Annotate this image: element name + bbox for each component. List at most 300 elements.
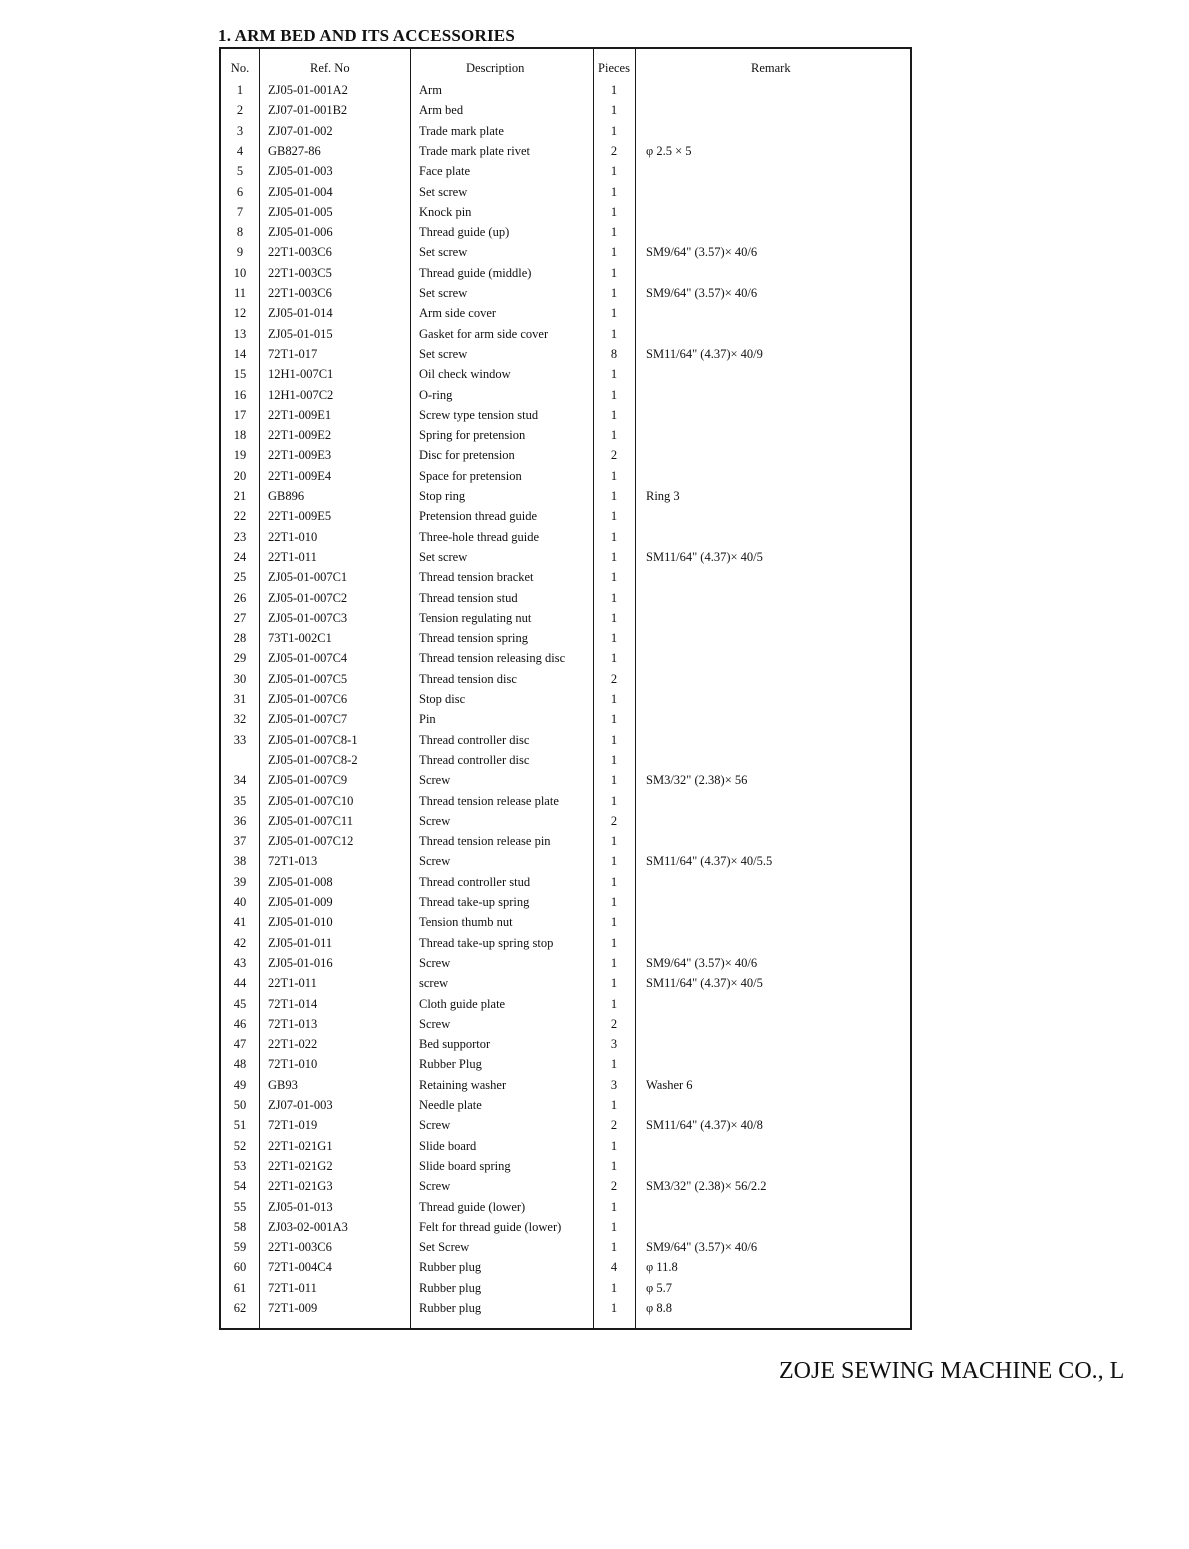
cell-pieces: 1 — [610, 529, 618, 544]
table-row — [221, 1117, 910, 1137]
cell-ref-no: ZJ07-01-002 — [268, 123, 333, 138]
cell-description: Thread tension releasing disc — [419, 651, 566, 666]
cell-pieces: 1 — [610, 1280, 618, 1295]
cell-no: 33 — [233, 732, 247, 747]
cell-description: Bed supportor — [419, 1037, 491, 1052]
cell-remark: φ 2.5 × 5 — [646, 143, 692, 158]
table-row — [221, 285, 910, 305]
cell-description: Arm — [419, 83, 442, 97]
cell-remark: SM9/64" (3.57)× 40/6 — [646, 955, 758, 970]
cell-no: 1 — [236, 83, 244, 97]
cell-remark: φ 8.8 — [646, 1301, 672, 1315]
cell-ref-no: ZJ05-01-007C12 — [268, 834, 354, 849]
table-row — [221, 894, 910, 914]
table-row — [221, 955, 910, 975]
cell-no: 59 — [233, 1240, 247, 1255]
cell-no: 47 — [233, 1037, 247, 1052]
cell-description: Trade mark plate rivet — [419, 143, 530, 158]
cell-pieces: 1 — [610, 184, 618, 199]
cell-description: Screw type tension stud — [419, 407, 539, 422]
cell-description: Spring for pretension — [419, 428, 526, 443]
cell-pieces: 1 — [610, 955, 618, 970]
cell-no: 54 — [233, 1179, 247, 1194]
cell-ref-no: ZJ05-01-007C3 — [268, 610, 348, 625]
cell-ref-no: GB93 — [268, 1077, 298, 1092]
cell-no: 21 — [233, 489, 247, 503]
cell-no: 49 — [233, 1077, 247, 1092]
cell-description: Screw — [419, 1179, 451, 1194]
cell-no: 30 — [233, 671, 247, 686]
cell-pieces: 1 — [610, 712, 618, 727]
table-row — [221, 305, 910, 325]
cell-ref-no: 73T1-002C1 — [268, 631, 332, 646]
table-row — [221, 671, 910, 691]
cell-ref-no: 72T1-010 — [268, 1057, 318, 1072]
cell-no: 41 — [233, 915, 247, 930]
table-row — [221, 326, 910, 346]
table-row — [221, 833, 910, 853]
cell-description: Set Screw — [419, 1240, 470, 1255]
cell-description: Thread take-up spring stop — [419, 935, 554, 950]
header-pieces: Pieces — [598, 61, 630, 75]
cell-no: 7 — [236, 204, 244, 219]
table-row — [221, 1199, 910, 1219]
cell-no: 38 — [233, 854, 247, 869]
cell-ref-no: 22T1-011 — [268, 976, 317, 991]
cell-description: Rubber plug — [419, 1260, 482, 1275]
cell-description: Screw — [419, 813, 451, 828]
cell-description: Cloth guide plate — [419, 996, 506, 1011]
cell-pieces: 1 — [610, 387, 618, 402]
table-row — [221, 184, 910, 204]
cell-remark: Washer 6 — [646, 1077, 693, 1092]
cell-pieces: 1 — [610, 651, 618, 666]
cell-description: Trade mark plate — [419, 123, 504, 138]
cell-pieces: 2 — [610, 143, 618, 158]
cell-description: Screw — [419, 955, 451, 970]
cell-ref-no: ZJ05-01-007C4 — [268, 651, 348, 666]
table-row — [221, 407, 910, 427]
cell-no: 13 — [233, 326, 247, 341]
cell-ref-no: ZJ05-01-007C10 — [268, 793, 354, 808]
cell-no: 20 — [233, 468, 247, 483]
cell-ref-no: 22T1-022 — [268, 1037, 318, 1052]
cell-description: Rubber plug — [419, 1280, 482, 1295]
cell-ref-no: 22T1-009E4 — [268, 468, 332, 483]
table-row — [221, 244, 910, 264]
cell-ref-no: 22T1-009E1 — [268, 407, 332, 422]
cell-pieces: 1 — [610, 103, 618, 118]
cell-ref-no: ZJ05-01-007C1 — [268, 570, 348, 585]
table-row — [221, 224, 910, 244]
cell-description: Thread tension bracket — [419, 570, 534, 585]
cell-no: 40 — [233, 895, 247, 909]
cell-no: 37 — [233, 834, 247, 849]
cell-description: Tension regulating nut — [419, 610, 532, 625]
cell-ref-no: ZJ05-01-007C9 — [268, 773, 348, 788]
table-row — [221, 874, 910, 894]
cell-description: Screw — [419, 1016, 451, 1031]
cell-pieces: 3 — [610, 1077, 618, 1092]
table-row — [221, 1259, 910, 1279]
cell-pieces: 1 — [610, 326, 618, 341]
table-row — [221, 123, 910, 143]
cell-ref-no: 22T1-003C6 — [268, 1240, 332, 1255]
cell-no: 5 — [236, 164, 244, 179]
cell-description: Retaining washer — [419, 1077, 507, 1092]
cell-no: 45 — [233, 996, 247, 1011]
table-row — [221, 772, 910, 792]
company-name: ZOJE SEWING MACHINE CO., L — [779, 1358, 1125, 1384]
cell-description: Set screw — [419, 346, 468, 361]
table-row — [221, 1138, 910, 1158]
table-row — [221, 529, 910, 549]
cell-no: 36 — [233, 813, 247, 828]
table-row — [221, 975, 910, 995]
table-row — [221, 569, 910, 589]
table-row — [221, 1239, 910, 1259]
cell-pieces: 1 — [610, 428, 618, 443]
cell-description: Thread tension release pin — [419, 834, 551, 849]
cell-description: Set screw — [419, 184, 468, 199]
cell-ref-no: 22T1-003C5 — [268, 265, 332, 280]
cell-pieces: 8 — [610, 346, 618, 361]
cell-pieces: 2 — [610, 1118, 618, 1133]
cell-no: 10 — [233, 265, 247, 280]
cell-pieces: 1 — [610, 874, 618, 889]
table-row — [221, 691, 910, 711]
cell-no: 52 — [233, 1138, 247, 1153]
cell-remark: SM11/64" (4.37)× 40/5.5 — [646, 854, 773, 869]
table-row — [221, 1036, 910, 1056]
cell-remark: SM9/64" (3.57)× 40/6 — [646, 286, 758, 300]
cell-no: 53 — [233, 1158, 247, 1173]
cell-no: 28 — [233, 631, 247, 646]
cell-ref-no: ZJ05-01-007C6 — [268, 692, 348, 706]
cell-description: Thread guide (middle) — [419, 265, 532, 280]
cell-ref-no: ZJ07-01-001B2 — [268, 103, 348, 118]
cell-ref-no: 22T1-009E2 — [268, 428, 332, 443]
cell-ref-no: ZJ07-01-003 — [268, 1098, 333, 1112]
cell-no: 25 — [233, 570, 247, 585]
cell-no: 19 — [233, 448, 247, 463]
cell-ref-no: ZJ05-01-007C2 — [268, 590, 348, 605]
cell-no: 31 — [233, 692, 247, 706]
cell-no: 60 — [233, 1260, 247, 1275]
cell-pieces: 1 — [610, 732, 618, 747]
cell-ref-no: ZJ05-01-007C11 — [268, 813, 353, 828]
cell-ref-no: 22T1-009E3 — [268, 448, 332, 463]
header-remark: Remark — [751, 61, 791, 75]
cell-no: 58 — [233, 1219, 247, 1234]
cell-no: 14 — [233, 346, 247, 361]
table-row — [221, 82, 910, 102]
cell-pieces: 1 — [610, 468, 618, 483]
cell-pieces: 1 — [610, 204, 618, 219]
cell-description: Slide board spring — [419, 1158, 511, 1173]
cell-description: Thread controller disc — [419, 752, 530, 767]
cell-description: Pin — [419, 712, 436, 727]
cell-pieces: 1 — [610, 367, 618, 382]
cell-pieces: 1 — [610, 1138, 618, 1153]
table-row — [221, 163, 910, 183]
table-row — [221, 590, 910, 610]
cell-description: Needle plate — [419, 1098, 482, 1112]
cell-ref-no: ZJ05-01-004 — [268, 184, 333, 199]
cell-description: Arm bed — [419, 103, 464, 118]
cell-ref-no: 72T1-013 — [268, 1016, 318, 1031]
cell-ref-no: 72T1-011 — [268, 1280, 317, 1295]
cell-pieces: 1 — [610, 1301, 618, 1315]
cell-no: 32 — [233, 712, 247, 727]
cell-description: Arm side cover — [419, 306, 497, 321]
cell-description: Disc for pretension — [419, 448, 515, 463]
cell-remark: SM11/64" (4.37)× 40/5 — [646, 976, 763, 991]
cell-ref-no: 22T1-021G2 — [268, 1158, 333, 1173]
cell-ref-no: 22T1-021G1 — [268, 1138, 333, 1153]
cell-pieces: 1 — [610, 935, 618, 950]
cell-description: O-ring — [419, 387, 453, 402]
table-row — [221, 508, 910, 528]
page-title: 1. ARM BED AND ITS ACCESSORIES — [218, 26, 515, 45]
cell-description: Pretension thread guide — [419, 509, 538, 524]
cell-pieces: 1 — [610, 225, 618, 240]
cell-ref-no: 12H1-007C1 — [268, 367, 334, 382]
cell-ref-no: GB896 — [268, 489, 305, 503]
cell-description: Screw — [419, 854, 451, 869]
cell-ref-no: ZJ05-01-014 — [268, 306, 333, 321]
cell-pieces: 3 — [610, 1037, 618, 1052]
cell-pieces: 4 — [610, 1260, 618, 1275]
header-no: No. — [230, 61, 250, 75]
cell-description: Thread tension disc — [419, 671, 517, 686]
header-description: Description — [466, 61, 525, 75]
cell-pieces: 2 — [610, 1179, 618, 1194]
cell-no: 22 — [233, 509, 247, 524]
cell-pieces: 2 — [610, 671, 618, 686]
cell-pieces: 1 — [610, 692, 618, 706]
table-row — [221, 102, 910, 122]
table-row — [221, 1219, 910, 1239]
cell-description: Gasket for arm side cover — [419, 326, 549, 341]
cell-no: 24 — [233, 549, 247, 564]
cell-description: Slide board — [419, 1138, 477, 1153]
table-row — [221, 366, 910, 386]
cell-ref-no: 22T1-010 — [268, 529, 318, 544]
cell-ref-no: ZJ05-01-006 — [268, 225, 333, 240]
cell-no: 26 — [233, 590, 247, 605]
cell-no: 51 — [233, 1118, 247, 1133]
cell-pieces: 1 — [610, 1240, 618, 1255]
cell-description: Thread controller disc — [419, 732, 530, 747]
cell-ref-no: 72T1-017 — [268, 346, 318, 361]
cell-pieces: 1 — [610, 1219, 618, 1234]
table-row — [221, 1280, 910, 1300]
cell-pieces: 1 — [610, 895, 618, 909]
cell-pieces: 1 — [610, 590, 618, 605]
table-row — [221, 204, 910, 224]
cell-ref-no: ZJ05-01-016 — [268, 955, 333, 970]
cell-description: Thread tension spring — [419, 631, 529, 646]
cell-description: Set screw — [419, 286, 468, 300]
cell-pieces: 2 — [610, 448, 618, 463]
cell-description: Felt for thread guide (lower) — [419, 1219, 562, 1234]
cell-ref-no: ZJ05-01-008 — [268, 874, 333, 889]
cell-pieces: 1 — [610, 570, 618, 585]
cell-pieces: 1 — [610, 83, 618, 97]
cell-no: 55 — [233, 1199, 247, 1214]
cell-description: Stop disc — [419, 692, 466, 706]
cell-description: Face plate — [419, 164, 471, 179]
cell-no: 9 — [236, 245, 244, 260]
cell-ref-no: ZJ03-02-001A3 — [268, 1219, 348, 1234]
cell-no: 11 — [233, 286, 247, 300]
cell-remark: SM11/64" (4.37)× 40/8 — [646, 1118, 763, 1133]
cell-pieces: 2 — [610, 1016, 618, 1031]
cell-description: Set screw — [419, 549, 468, 564]
cell-pieces: 1 — [610, 996, 618, 1011]
cell-description: Rubber Plug — [419, 1057, 482, 1072]
table-row — [221, 711, 910, 731]
table-row — [221, 1056, 910, 1076]
cell-ref-no: ZJ05-01-009 — [268, 895, 333, 909]
cell-ref-no: 22T1-011 — [268, 549, 317, 564]
table-row — [221, 1300, 910, 1320]
cell-no: 23 — [233, 529, 247, 544]
cell-no: 3 — [236, 123, 244, 138]
cell-description: Tension thumb nut — [419, 915, 513, 930]
cell-pieces: 1 — [610, 1199, 618, 1214]
cell-pieces: 1 — [610, 793, 618, 808]
cell-pieces: 2 — [610, 813, 618, 828]
cell-pieces: 1 — [610, 834, 618, 849]
cell-no: 2 — [236, 103, 244, 118]
table-row — [221, 427, 910, 447]
cell-pieces: 1 — [610, 752, 618, 767]
cell-pieces: 1 — [610, 915, 618, 930]
table-row — [221, 1158, 910, 1178]
cell-description: Thread controller stud — [419, 874, 531, 889]
cell-ref-no: ZJ05-01-013 — [268, 1199, 333, 1214]
table-row — [221, 447, 910, 467]
table-row — [221, 996, 910, 1016]
cell-ref-no: 72T1-014 — [268, 996, 318, 1011]
cell-pieces: 1 — [610, 123, 618, 138]
cell-pieces: 1 — [610, 286, 618, 300]
cell-no: 42 — [233, 935, 247, 950]
parts-table — [219, 47, 912, 1330]
cell-remark: SM3/32" (2.38)× 56/2.2 — [646, 1179, 767, 1194]
table-row — [221, 549, 910, 569]
cell-no: 34 — [233, 773, 247, 788]
cell-description: Thread guide (up) — [419, 225, 510, 240]
header-ref: Ref. No — [310, 61, 350, 75]
cell-remark: SM3/32" (2.38)× 56 — [646, 773, 748, 788]
cell-no: 50 — [233, 1098, 247, 1112]
table-row — [221, 853, 910, 873]
table-row — [221, 1097, 910, 1117]
cell-description: Stop ring — [419, 489, 466, 503]
table-row — [221, 468, 910, 488]
cell-ref-no: 72T1-004C4 — [268, 1260, 332, 1275]
cell-no: 62 — [233, 1301, 247, 1315]
cell-ref-no: 22T1-009E5 — [268, 509, 332, 524]
cell-description: Thread tension release plate — [419, 793, 559, 808]
cell-description: Set screw — [419, 245, 468, 260]
cell-no: 18 — [233, 428, 247, 443]
cell-no: 35 — [233, 793, 247, 808]
cell-remark: φ 5.7 — [646, 1280, 672, 1295]
cell-pieces: 1 — [610, 1098, 618, 1112]
cell-description: Three-hole thread guide — [419, 529, 540, 544]
cell-ref-no: ZJ05-01-007C7 — [268, 712, 348, 727]
cell-ref-no: ZJ05-01-011 — [268, 935, 333, 950]
cell-ref-no: 72T1-013 — [268, 854, 318, 869]
cell-description: Screw — [419, 1118, 451, 1133]
table-row — [221, 630, 910, 650]
table-row — [221, 793, 910, 813]
cell-pieces: 1 — [610, 976, 618, 991]
cell-description: Space for pretension — [419, 468, 522, 483]
table-row — [221, 1077, 910, 1097]
cell-no: 4 — [236, 143, 244, 158]
cell-ref-no: 22T1-003C6 — [268, 245, 332, 260]
cell-description: screw — [419, 976, 449, 991]
table-row — [221, 387, 910, 407]
cell-remark: SM11/64" (4.37)× 40/9 — [646, 346, 763, 361]
cell-description: Rubber plug — [419, 1301, 482, 1315]
cell-pieces: 1 — [610, 306, 618, 321]
table-row — [221, 488, 910, 508]
table-row — [221, 265, 910, 285]
cell-pieces: 1 — [610, 631, 618, 646]
cell-ref-no: 12H1-007C2 — [268, 387, 334, 402]
table-header — [221, 49, 910, 83]
cell-ref-no: 72T1-019 — [268, 1118, 318, 1133]
cell-description: Oil check window — [419, 367, 511, 382]
cell-ref-no: 22T1-003C6 — [268, 286, 332, 300]
cell-pieces: 1 — [610, 245, 618, 260]
cell-no: 46 — [233, 1016, 247, 1031]
cell-description: Thread take-up spring — [419, 895, 530, 909]
cell-no: 16 — [233, 387, 247, 402]
cell-no: 8 — [236, 225, 244, 240]
cell-ref-no: GB827-86 — [268, 143, 321, 158]
cell-pieces: 1 — [610, 549, 618, 564]
table-row — [221, 752, 910, 772]
table-row — [221, 610, 910, 630]
cell-remark: SM9/64" (3.57)× 40/6 — [646, 1240, 758, 1255]
cell-ref-no: ZJ05-01-015 — [268, 326, 333, 341]
table-row — [221, 914, 910, 934]
cell-description: Thread guide (lower) — [419, 1199, 526, 1214]
cell-ref-no: 22T1-021G3 — [268, 1179, 333, 1194]
cell-no: 48 — [233, 1057, 247, 1072]
cell-no: 39 — [233, 874, 247, 889]
cell-no: 6 — [236, 184, 244, 199]
cell-pieces: 1 — [610, 509, 618, 524]
cell-no: 43 — [233, 955, 247, 970]
cell-remark: φ 11.8 — [646, 1260, 678, 1275]
table-row — [221, 650, 910, 670]
cell-no: 61 — [233, 1280, 247, 1295]
table-row — [221, 346, 910, 366]
cell-ref-no: ZJ05-01-003 — [268, 164, 333, 179]
cell-remark: SM11/64" (4.37)× 40/5 — [646, 549, 763, 564]
cell-remark: Ring 3 — [646, 489, 680, 503]
cell-pieces: 1 — [610, 610, 618, 625]
cell-description: Knock pin — [419, 204, 472, 219]
